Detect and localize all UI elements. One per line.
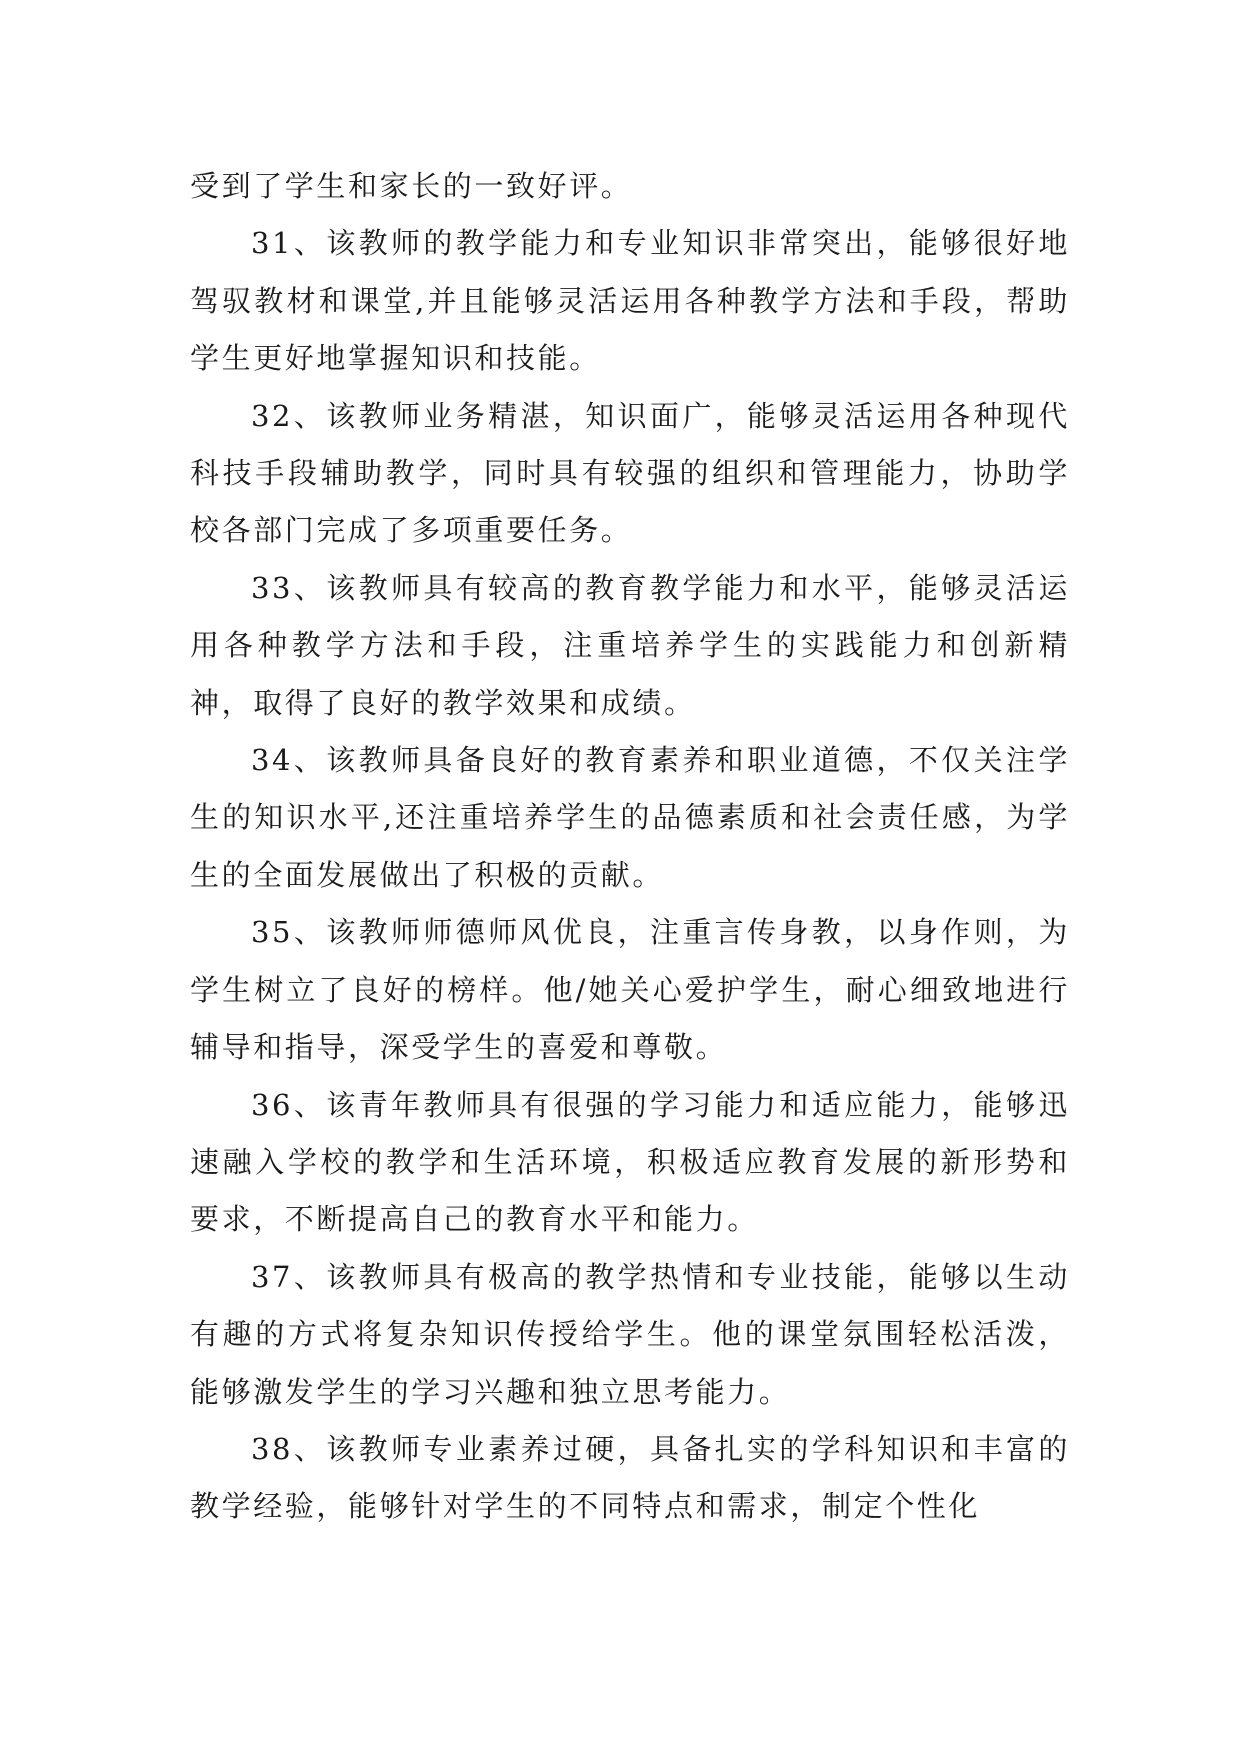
paragraph-32: 32、该教师业务精湛，知识面广，能够灵活运用各种现代科技手段辅助教学，同时具有较强的组织和管理能力，协助学校各部门完成了多项重要任务。 xyxy=(190,398,1070,548)
paragraph-37: 37、该教师具有极高的教学热情和专业技能，能够以生动有趣的方式将复杂知识传授给学生。他的课堂氛围轻松活泼，能够激发学生的学习兴趣和独立思考能力。 xyxy=(190,1259,1070,1409)
document-body xyxy=(190,158,1070,1536)
paragraph-36: 36、该青年教师具有很强的学习能力和适应能力，能够迅速融入学校的教学和生活环境，积极适应教育发展的新形势和要求，不断提高自己的教育水平和能力。 xyxy=(190,1087,1070,1237)
paragraph-33: 33、该教师具有较高的教育教学能力和水平，能够灵活运用各种教学方法和手段，注重培养学生的实践能力和创新精神，取得了良好的教学效果和成绩。 xyxy=(190,570,1070,720)
paragraph-continuation: 受到了学生和家长的一致好评。 xyxy=(190,169,633,203)
paragraph-38: 38、该教师专业素养过硬，具备扎实的学科知识和丰富的教学经验，能够针对学生的不同特点和需求，制定个性化 xyxy=(190,1431,1070,1524)
paragraph-31: 31、该教师的教学能力和专业知识非常突出，能够很好地驾驭教材和课堂,并且能够灵活运用各种教学方法和手段，帮助学生更好地掌握知识和技能。 xyxy=(190,226,1070,376)
paragraph-34: 34、该教师具备良好的教育素养和职业道德，不仅关注学生的知识水平,还注重培养学生的品德素质和社会责任感，为学生的全面发展做出了积极的贡献。 xyxy=(190,743,1070,892)
paragraph-35: 35、该教师师德师风优良，注重言传身教，以身作则，为学生树立了良好的榜样。他/她关心爱护学生，耐心细致地进行辅导和指导，深受学生的喜爱和尊敬。 xyxy=(190,915,1070,1065)
